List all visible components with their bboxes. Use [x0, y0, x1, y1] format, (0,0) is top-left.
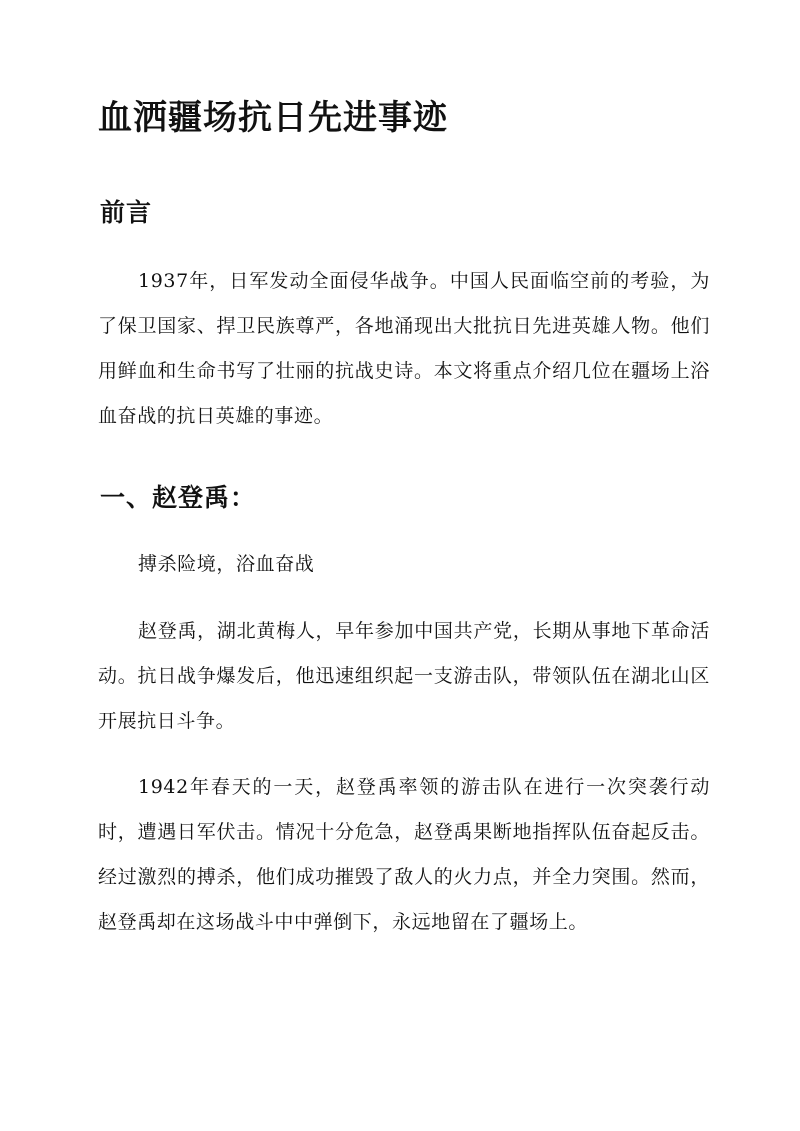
document-title: 血洒疆场抗日先进事迹: [98, 98, 448, 138]
preface-heading: 前言: [100, 198, 153, 227]
section-paragraph-1: 赵登禹，湖北黄梅人，早年参加中国共产党，长期从事地下革命活动。抗日战争爆发后，他迅速组织起一支游击队，带领队伍在湖北山区开展抗日斗争。: [98, 620, 710, 732]
section-paragraph-2: 1942年春天的一天，赵登禹率领的游击队在进行一次突袭行动时，遭遇日军伏击。情况十分危急，赵登禹果断地指挥队伍奋起反击。经过激烈的搏杀，他们成功摧毁了敌人的火力点，并全力突围。然而，赵登禹却在这场战斗中中弹倒下，永远地留在了疆场上。: [98, 776, 710, 933]
section-heading-zhao-dengyu: 一、赵登禹：: [100, 483, 257, 512]
preface-paragraph: 1937年，日军发动全面侵华战争。中国人民面临空前的考验，为了保卫国家、捍卫民族尊严，各地涌现出大批抗日先进英雄人物。他们用鲜血和生命书写了壮丽的抗战史诗。本文将重点介绍几位在疆场上浴血奋战的抗日英雄的事迹。: [98, 270, 710, 427]
section-subheading: 搏杀险境，浴血奋战: [138, 553, 315, 575]
